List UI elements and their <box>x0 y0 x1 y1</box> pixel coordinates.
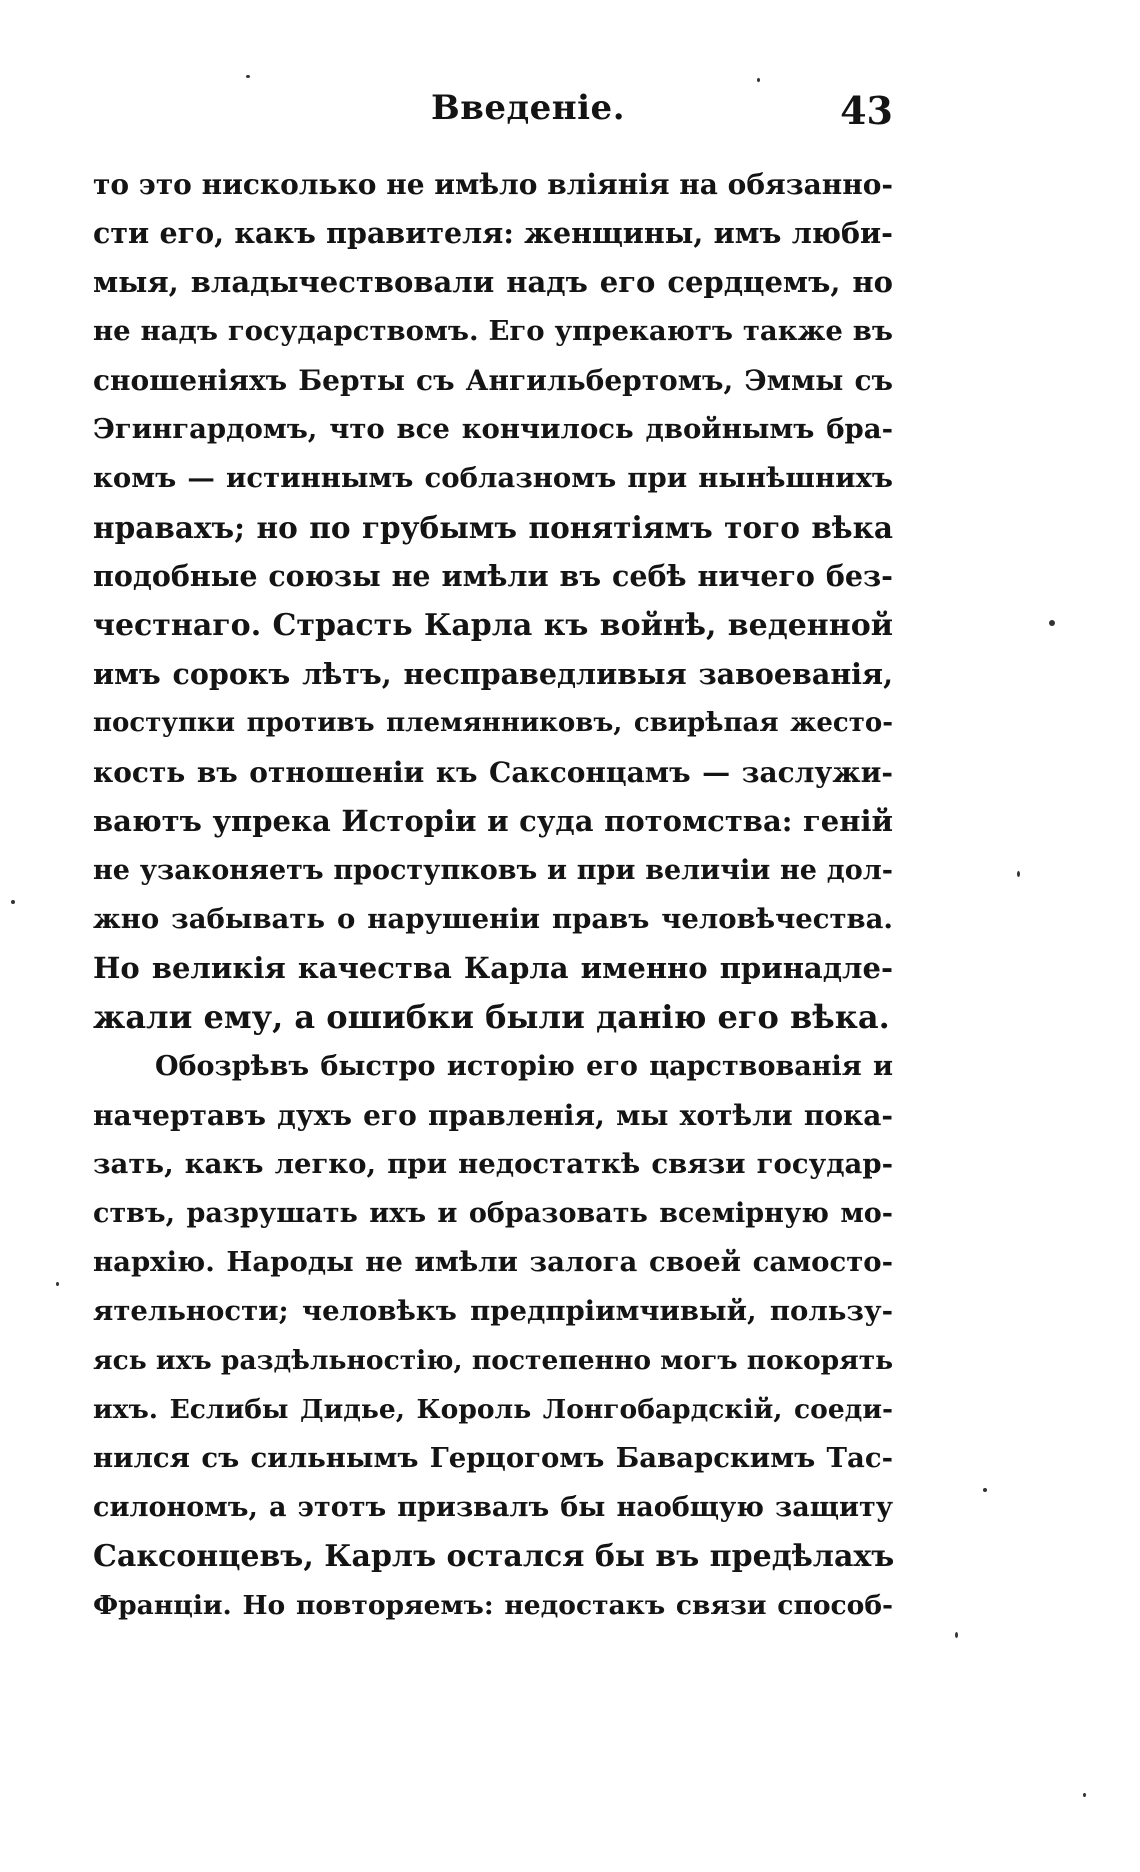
scan-speck <box>246 75 250 78</box>
text-line: ясь ихъ раздѣльностію, постепенно могъ покорять <box>93 1345 894 1376</box>
text-line: нравахъ; но по грубымъ понятіямъ того вѣка <box>93 510 893 545</box>
running-title: Введеніе. <box>430 88 626 128</box>
text-line: ствъ, разрушать ихъ и образовать всемірную мо- <box>93 1198 893 1229</box>
scan-speck <box>11 900 15 904</box>
text-line: не надъ государствомъ. Его упрекаютъ также въ <box>93 315 893 347</box>
body-text <box>93 160 893 1630</box>
scan-speck <box>1017 871 1020 877</box>
text-line: силономъ, а этотъ призвалъ бы наобщую защиту <box>93 1492 893 1523</box>
scan-speck <box>955 1632 958 1638</box>
text-line: Эгингардомъ, что все кончилось двойнымъ бра- <box>93 413 893 445</box>
text-line: Франціи. Но повторяемъ: недостакъ связи способ- <box>93 1590 893 1621</box>
text-line: мыя, владычествовали надъ его сердцемъ, но <box>93 265 893 299</box>
paragraph <box>93 1042 893 1630</box>
scan-speck <box>1083 1793 1086 1797</box>
text-line: честнаго. Страсть Карла къ войнѣ, веденной <box>93 608 893 643</box>
text-line: имъ сорокъ лѣтъ, несправедливыя завоеванія, <box>93 657 893 691</box>
scan-speck <box>983 1488 987 1492</box>
text-line: нился съ сильнымъ Герцогомъ Баварскимъ Тас- <box>93 1442 893 1474</box>
text-line: Но великія качества Карла именно принадле- <box>93 951 893 985</box>
text-line: кость въ отношеніи къ Саксонцамъ — заслужи- <box>93 756 893 789</box>
scan-speck <box>1049 620 1055 626</box>
text-line: комъ — истиннымъ соблазномъ при нынѣшнихъ <box>93 462 893 494</box>
text-line: жно забывать о нарушеніи правъ человѣчества. <box>93 903 893 935</box>
paragraph <box>93 160 893 1042</box>
text-line: Обозрѣвъ быстро исторію его царствованія и <box>155 1051 893 1082</box>
text-line: ятельности; человѣкъ предпріимчивый, пользу- <box>93 1295 893 1327</box>
scan-speck <box>757 78 760 82</box>
text-line: начертавъ духъ его правленія, мы хотѣли пока- <box>93 1099 893 1132</box>
text-line: ваютъ упрека Исторіи и суда потомства: геній <box>93 804 893 838</box>
text-line: Саксонцевъ, Карлъ остался бы въ предѣлахъ <box>93 1539 895 1574</box>
text-line: нархію. Народы не имѣли залога своей самосто- <box>93 1246 893 1278</box>
text-line: жали ему, а ошибки были данію его вѣка. <box>93 998 890 1036</box>
text-line: ихъ. Еслибы Дидье, Король Лонгобардскій, соеди- <box>93 1394 893 1425</box>
text-line: сти его, какъ правителя: женщины, имъ люби- <box>93 216 893 250</box>
page-number: 43 <box>840 88 893 133</box>
text-line: то это нисколько не имѣло вліянія на обязанно- <box>93 168 893 201</box>
text-line: сношеніяхъ Берты съ Ангильбертомъ, Эммы съ <box>93 364 893 397</box>
text-line: поступки противъ племянниковъ, свирѣпая жесто- <box>93 708 893 738</box>
text-line: не узаконяетъ проступковъ и при величіи не дол- <box>93 855 893 886</box>
text-line: подобные союзы не имѣли въ себѣ ничего без- <box>93 559 893 593</box>
scan-speck <box>56 1282 59 1286</box>
running-head <box>93 88 893 136</box>
text-line: зать, какъ легко, при недостаткѣ связи государ- <box>93 1148 893 1180</box>
